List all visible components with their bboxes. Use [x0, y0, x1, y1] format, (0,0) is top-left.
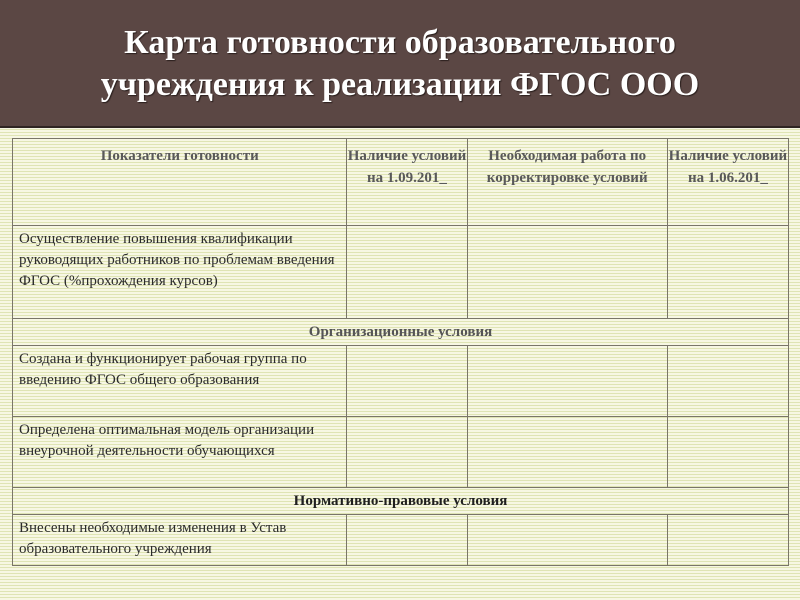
- slide-title-bar: [0, 0, 800, 128]
- empty-cell: [467, 515, 667, 566]
- empty-cell: [347, 226, 467, 319]
- indicator-label: Создана и функционирует рабочая группа по введению ФГОС общего образования: [19, 351, 307, 388]
- slide-title: Карта готовности образовательного учреждения к реализации ФГОС ООО: [100, 24, 700, 103]
- empty-cell: [667, 515, 788, 566]
- section-label: Организационные условия: [13, 319, 789, 346]
- empty-cell: [347, 417, 467, 488]
- table-row: [13, 346, 789, 417]
- section-row: [13, 488, 789, 515]
- empty-cell: [347, 346, 467, 417]
- header-conditions-start: Наличие условий на 1.09.201_: [347, 139, 467, 226]
- table-row: [13, 417, 789, 488]
- section-row: [13, 319, 789, 346]
- indicator-cell: [13, 226, 347, 319]
- table-row: [13, 226, 789, 319]
- empty-cell: [467, 417, 667, 488]
- empty-cell: [467, 346, 667, 417]
- empty-cell: [467, 226, 667, 319]
- empty-cell: [667, 417, 788, 488]
- section-label: Нормативно-правовые условия: [13, 488, 789, 515]
- table-header-row: [13, 139, 789, 226]
- header-conditions-end: Наличие условий на 1.06.201_: [667, 139, 788, 226]
- indicator-label: Осуществление повышения квалификации руководящих работников по проблемам введения ФГОС (%прохождения курсов): [19, 231, 335, 289]
- indicator-cell: [13, 515, 347, 566]
- indicator-cell: [13, 417, 347, 488]
- header-correction-work: Необходимая работа по корректировке условий: [467, 139, 667, 226]
- empty-cell: [667, 346, 788, 417]
- readiness-table: [12, 138, 789, 566]
- table-row: [13, 515, 789, 566]
- indicator-label: Определена оптимальная модель организации внеурочной деятельности обучающихся: [19, 422, 315, 459]
- indicator-label: Внесены необходимые изменения в Устав образовательного учреждения: [19, 520, 287, 557]
- empty-cell: [347, 515, 467, 566]
- empty-cell: [667, 226, 788, 319]
- header-indicators: Показатели готовности: [13, 139, 347, 226]
- indicator-cell: [13, 346, 347, 417]
